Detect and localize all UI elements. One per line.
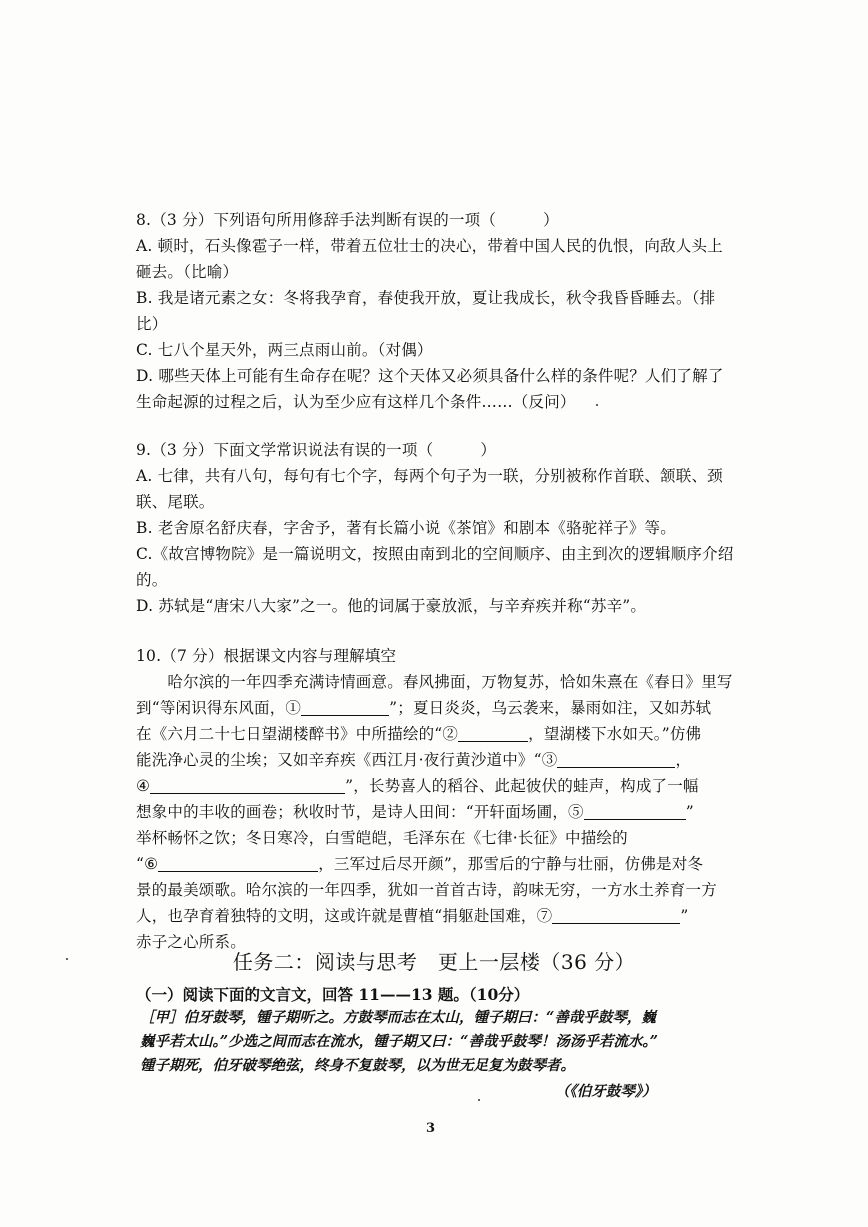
scan-speck	[478, 1099, 480, 1101]
question-9-line: 9.（3 分）下面文学常识说法有误的一项（ ）	[136, 441, 497, 459]
page-number: 3	[426, 1121, 436, 1136]
question-8-line: A. 顿时，石头像雹子一样，带着五位壮士的决心，带着中国人民的仇恨，向敌人头上	[136, 237, 723, 255]
question-10-title: 10.（7 分）根据课文内容与理解填空	[136, 647, 397, 665]
question-9-line: A. 七律，共有八句，每句有七个字，每两个句子为一联，分别被称作首联、颔联、颈	[136, 467, 723, 485]
blank-6[interactable]	[158, 855, 318, 872]
passage-line: 在《六月二十七日望湖楼醉书》中所描绘的“② ，望湖楼下水如天。”仿佛	[136, 725, 702, 743]
passage-line: 到“等闲识得东风面，① ”；夏日炎炎，乌云袭来，暴雨如注，又如苏轼	[136, 699, 712, 717]
blank-2[interactable]	[458, 725, 528, 742]
scan-speck	[66, 958, 68, 960]
question-9	[136, 437, 734, 619]
question-8-line: C. 七八个星天外，两三点雨山前。（对偶）	[136, 341, 433, 359]
question-9-line: C.《故宫博物院》是一篇说明文，按照由南到北的空间顺序、由主到次的逻辑顺序介绍	[136, 545, 734, 563]
passage-line: 人，也孕育着独特的文明，这或许就是曹植“捐躯赴国难，⑦ ”	[136, 907, 689, 925]
scan-speck	[596, 404, 598, 406]
question-9-line: 的。	[136, 571, 168, 589]
passage-line: 想象中的丰收的画卷；秋收时节，是诗人田间：“开轩面场圃，⑤ ”	[136, 803, 694, 821]
passage-line: ④ ”，长势喜人的稻谷、此起彼伏的蛙声，构成了一幅	[136, 777, 699, 795]
blank-3[interactable]	[557, 751, 675, 768]
question-8-line: 比）	[136, 315, 168, 333]
question-8-line: B. 我是诸元素之女：冬将我孕育，春使我开放，夏让我成长，秋令我昏昏睡去。（排	[136, 289, 716, 307]
question-9-line: 联、尾联。	[136, 493, 215, 511]
task-2-heading: 任务二：阅读与思考 更上一层楼（36 分）	[232, 950, 636, 974]
passage-line: 哈尔滨的一年四季充满诗情画意。春风拂面，万物复苏，恰如朱熹在《春日》里写	[136, 673, 733, 691]
question-8-line: D. 哪些天体上可能有生命存在呢？这个天体又必须具备什么样的条件呢？人们了解了	[136, 367, 724, 385]
blank-1[interactable]	[301, 699, 389, 716]
question-8-line: 砸去。（比喻）	[136, 263, 239, 281]
passage-line: 赤子之心所系。	[136, 933, 246, 951]
passage-line: 景的最美颂歌。哈尔滨的一年四季，犹如一首首古诗，韵味无穷，一方水土养育一方	[136, 881, 717, 899]
blank-5[interactable]	[584, 803, 686, 820]
classical-text-line: ［甲］伯牙鼓琴，锺子期听之。方鼓琴而志在太山，锺子期曰：“善哉乎鼓琴，巍	[140, 1009, 656, 1026]
question-9-line: D. 苏轼是“唐宋八大家”之一。他的词属于豪放派，与辛弃疾并称“苏辛”。	[136, 597, 647, 615]
classical-passage	[140, 1006, 730, 1078]
blank-7[interactable]	[552, 907, 680, 924]
passage-line: 举杯畅怀之饮；冬日寒冷，白雪皑皑，毛泽东在《七律·长征》中描绘的	[136, 829, 628, 847]
passage-line: 能洗净心灵的尘埃；又如辛弃疾《西江月·夜行黄沙道中》“③ ，	[136, 751, 692, 769]
classical-text-line: 巍乎若太山。”少选之间而志在流水，锺子期又曰：“善哉乎鼓琴！汤汤乎若流水。”	[140, 1033, 659, 1050]
blank-4[interactable]	[150, 777, 345, 794]
question-10	[136, 643, 733, 955]
question-8-line: 生命起源的过程之后，认为至少应有这样几个条件……（反问）	[136, 393, 576, 411]
classical-text-line: 锺子期死，伯牙破琴绝弦，终身不复鼓琴，以为世无足复为鼓琴者。	[140, 1057, 575, 1074]
section-1-heading: （一）阅读下面的文言文，回答 11——13 题。（10分）	[136, 985, 530, 1004]
question-8-line: 8.（3 分）下列语句所用修辞手法判断有误的一项（ ）	[136, 211, 559, 229]
question-9-line: B. 老舍原名舒庆春，字舍予，著有长篇小说《茶馆》和剧本《骆驼祥子》等。	[136, 519, 676, 537]
question-8	[136, 207, 726, 415]
passage-line: “⑥ ，三军过后尽开颜”，那雪后的宁静与壮丽，仿佛是对冬	[136, 855, 704, 873]
passage-source: （《伯牙鼓琴》）	[555, 1083, 657, 1100]
